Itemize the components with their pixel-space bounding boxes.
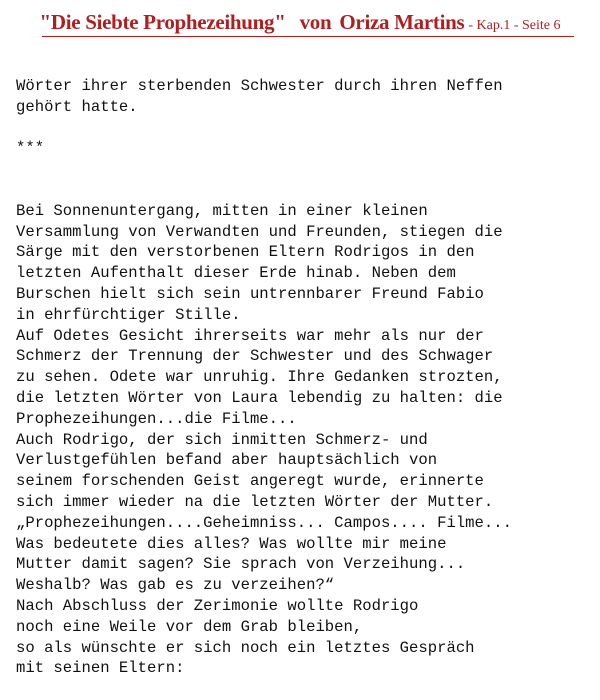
text-line: „Prophezeihungen....Geheimniss... Campos.... Filme...: [16, 513, 512, 532]
header-underline: [42, 36, 574, 37]
book-title: "Die Siebte Prophezeihung": [39, 10, 286, 34]
text-line: [16, 159, 600, 180]
text-line: Auch Rodrigo, der sich inmitten Schmerz- und: [16, 430, 428, 449]
text-line: Weshalb? Was gab es zu verzeihen?“: [16, 576, 335, 595]
text-line: mit seinen Eltern:: [16, 659, 185, 678]
text-line: Auf Odetes Gesicht ihrerseits war mehr als nur der: [16, 326, 484, 345]
page-header: [0, 10, 600, 35]
page-body: [16, 76, 600, 679]
text-line: sich immer wieder na die letzten Wörter der Mutter.: [16, 492, 494, 511]
text-line: so als wünschte er sich noch ein letztes Gespräch: [16, 638, 475, 657]
text-line: zu sehen. Odete war unruhig. Ihre Gedanken strozten,: [16, 368, 503, 387]
text-line: [16, 180, 600, 201]
text-line: gehört hatte.: [16, 97, 138, 116]
text-line: Prophezeihungen...die Filme...: [16, 409, 297, 428]
text-line: letzten Aufenthalt dieser Erde hinab. Neben dem: [16, 264, 456, 283]
author-prefix: von: [299, 10, 332, 34]
text-line: Versammlung von Verwandten und Freunden, stiegen die: [16, 222, 503, 241]
section-break: ***: [16, 139, 45, 158]
text-line: noch eine Weile vor dem Grab bleiben,: [16, 617, 363, 636]
text-line: Was bedeutete dies alles? Was wollte mir meine: [16, 534, 447, 553]
text-line: [16, 118, 600, 139]
chapter-page-label: - Kap.1 - Seite 6: [468, 18, 561, 33]
text-line: Burschen hielt sich sein untrennbarer Freund Fabio: [16, 284, 484, 303]
text-line: Nach Abschluss der Zerimonie wollte Rodrigo: [16, 596, 419, 615]
text-line: die letzten Wörter von Laura lebendig zu halten: die: [16, 388, 503, 407]
text-line: seinem forschenden Geist angeregt wurde, erinnerte: [16, 472, 484, 491]
text-line: Wörter ihrer sterbenden Schwester durch ihren Neffen: [16, 77, 503, 95]
text-line: Verlustgefühlen befand aber hauptsächlich von: [16, 451, 438, 470]
author-name: Oriza Martins: [339, 10, 465, 34]
text-line: in ehrfürchtiger Stille.: [16, 305, 241, 324]
text-line: Schmerz der Trennung der Schwester und des Schwager: [16, 347, 494, 366]
text-line: Bei Sonnenuntergang, mitten in einer kleinen: [16, 201, 428, 220]
text-line: Mutter damit sagen? Sie sprach von Verzeihung...: [16, 555, 466, 574]
text-line: Särge mit den verstorbenen Eltern Rodrigos in den: [16, 243, 475, 262]
